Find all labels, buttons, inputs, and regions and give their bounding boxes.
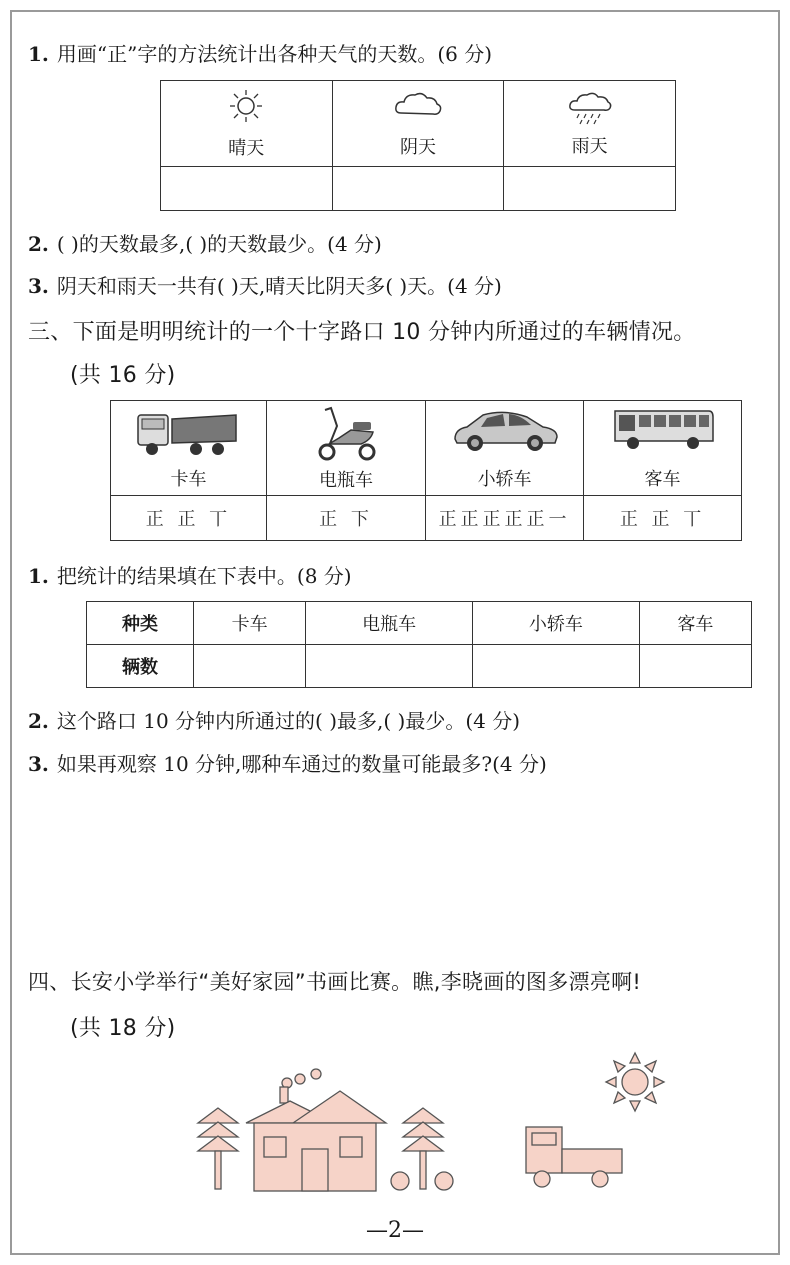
fill-table-type-header: 种类 — [87, 602, 194, 645]
fill-table-col-scooter: 电瓶车 — [306, 602, 473, 645]
car-icon — [449, 405, 561, 455]
fill-table — [86, 601, 752, 688]
fill-table-count-car[interactable] — [472, 645, 639, 688]
section-3-question-2: 2. 这个路口 10 分钟内所通过的( )最多,( )最少。(4 分) — [28, 709, 521, 733]
tally-scooter: 正 下 — [266, 496, 425, 541]
weather-tally-sunny[interactable] — [161, 167, 333, 211]
vehicle-cell-truck: 卡车 — [111, 401, 267, 496]
house — [246, 1069, 386, 1191]
weather-tally-cloudy[interactable] — [332, 167, 504, 211]
fill-table-count-scooter[interactable] — [306, 645, 473, 688]
weather-cell-rainy: 雨天 — [504, 81, 676, 167]
section-4-title: 四、长安小学举行“美好家园”书画比赛。瞧,李晓画的图多漂亮啊! — [28, 970, 642, 994]
toy-truck — [526, 1127, 622, 1187]
section-3-question-1: 1. 把统计的结果填在下表中。(8 分) — [28, 564, 352, 588]
vehicle-cell-car: 小轿车 — [426, 401, 584, 496]
section-3-question-3: 3. 如果再观察 10 分钟,哪种车通过的数量可能最多?(4 分) — [28, 752, 547, 776]
question-3: 3. 阴天和雨天一共有( )天,晴天比阴天多( )天。(4 分) — [28, 274, 502, 298]
truck-icon — [136, 405, 240, 457]
question-1: 1. 用画“正”字的方法统计出各种天气的天数。(6 分) — [28, 42, 493, 66]
cloud-icon — [393, 89, 443, 121]
sun-drawing — [606, 1053, 664, 1111]
vehicle-table — [110, 400, 742, 541]
tally-bus: 正 正 丅 — [584, 496, 742, 541]
fill-table-col-truck: 卡车 — [194, 602, 306, 645]
section-4-points: (共 18 分) — [70, 1016, 176, 1041]
left-tree — [198, 1108, 238, 1189]
right-tree — [391, 1108, 453, 1190]
fill-table-count-bus[interactable] — [639, 645, 751, 688]
vehicle-cell-scooter: 电瓶车 — [266, 401, 425, 496]
weather-table — [160, 80, 676, 211]
sun-icon — [226, 88, 266, 124]
fill-table-col-bus: 客车 — [639, 602, 751, 645]
rain-cloud-icon — [567, 90, 613, 126]
bus-icon — [611, 405, 715, 453]
scooter-icon — [311, 404, 381, 462]
tally-truck: 正 正 丅 — [111, 496, 267, 541]
fill-table-col-car: 小轿车 — [472, 602, 639, 645]
vehicle-cell-bus: 客车 — [584, 401, 742, 496]
page-number: —2— — [366, 1218, 424, 1243]
tally-car: 正正正正正一 — [426, 496, 584, 541]
weather-tally-rainy[interactable] — [504, 167, 676, 211]
shape-drawing — [190, 1045, 670, 1195]
fill-table-count-truck[interactable] — [194, 645, 306, 688]
weather-cell-cloudy: 阴天 — [332, 81, 504, 167]
section-3-points: (共 16 分) — [70, 363, 176, 388]
weather-cell-sunny: 晴天 — [161, 81, 333, 167]
question-2: 2. ( )的天数最多,( )的天数最少。(4 分) — [28, 232, 382, 256]
fill-table-count-header: 辆数 — [87, 645, 194, 688]
section-3-title: 三、下面是明明统计的一个十字路口 10 分钟内所通过的车辆情况。 — [28, 320, 696, 345]
